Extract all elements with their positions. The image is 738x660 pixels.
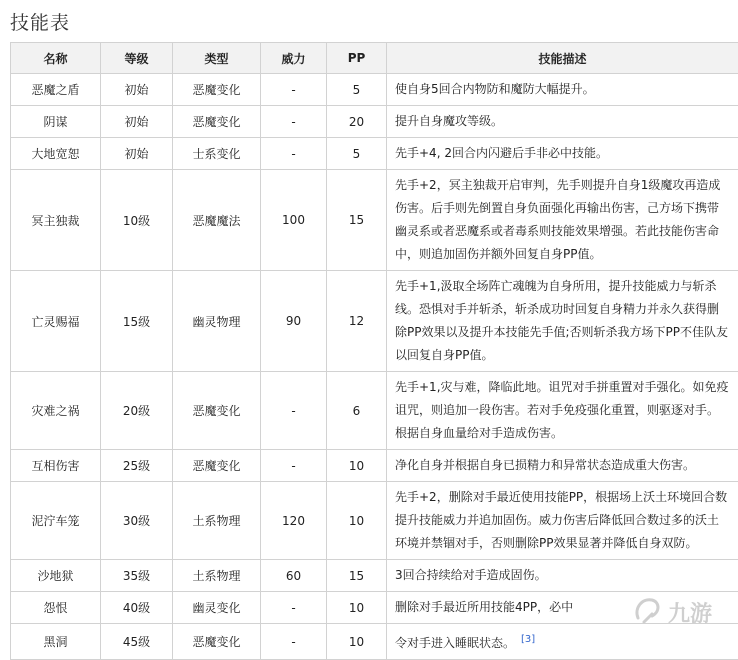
cell-pp: 15 — [327, 170, 387, 271]
cell-type: 恶魔变化 — [173, 624, 261, 660]
cell-type: 幽灵变化 — [173, 592, 261, 624]
watermark-logo-icon — [630, 592, 734, 632]
cell-pp: 12 — [327, 271, 387, 372]
cell-name: 阴谋 — [11, 106, 101, 138]
cell-level: 35级 — [101, 560, 173, 592]
cell-description: 先手+2，删除对手最近使用技能PP，根据场上沃土环境回合数提升技能威力并追加固伤。威力伤害后降低回合数过多的沃土环境并禁锢对手，否则删除PP效果显著并降低自身双防。 — [387, 482, 738, 560]
cell-level: 25级 — [101, 450, 173, 482]
cell-type: 幽灵物理 — [173, 271, 261, 372]
header-power: 威力 — [261, 43, 327, 74]
cell-pp: 5 — [327, 74, 387, 106]
skill-table — [10, 42, 738, 660]
cell-name: 冥主独裁 — [11, 170, 101, 271]
cell-name: 灾难之祸 — [11, 372, 101, 450]
table-header-row — [11, 43, 738, 74]
cell-pp: 6 — [327, 372, 387, 450]
cell-name: 恶魔之盾 — [11, 74, 101, 106]
cell-description: 使自身5回合内物防和魔防大幅提升。 — [387, 74, 738, 106]
cell-power: 120 — [261, 482, 327, 560]
table-row — [11, 450, 738, 482]
cell-power: 90 — [261, 271, 327, 372]
cell-level: 15级 — [101, 271, 173, 372]
cell-power: - — [261, 138, 327, 170]
cell-power: - — [261, 592, 327, 624]
table-row — [11, 560, 738, 592]
cell-pp: 20 — [327, 106, 387, 138]
table-row — [11, 372, 738, 450]
cell-name: 黑洞 — [11, 624, 101, 660]
cell-pp: 10 — [327, 592, 387, 624]
cell-description: 先手+1,灾与难，降临此地。诅咒对手拼重置对手强化。如免疫诅咒，则追加一段伤害。若对手免疫强化重置，则驱逐对手。根据自身血量给对手造成伤害。 — [387, 372, 738, 450]
cell-power: 60 — [261, 560, 327, 592]
cell-pp: 10 — [327, 450, 387, 482]
cell-type: 恶魔变化 — [173, 450, 261, 482]
table-row — [11, 482, 738, 560]
watermark-text: 九游 — [668, 601, 712, 627]
page-title: 技能表 — [10, 8, 70, 35]
cell-type: 士系变化 — [173, 138, 261, 170]
skill-table-container — [10, 42, 738, 660]
cell-level: 45级 — [101, 624, 173, 660]
table-row — [11, 138, 738, 170]
cell-power: - — [261, 624, 327, 660]
header-level: 等级 — [101, 43, 173, 74]
table-row — [11, 271, 738, 372]
table-row — [11, 592, 738, 624]
cell-level: 20级 — [101, 372, 173, 450]
header-pp: PP — [327, 43, 387, 74]
description-text: 令对手进入睡眠状态。 — [395, 636, 515, 650]
cell-type: 土系物理 — [173, 482, 261, 560]
cell-power: - — [261, 74, 327, 106]
cell-level: 初始 — [101, 106, 173, 138]
table-row — [11, 170, 738, 271]
cell-description: 提升自身魔攻等级。 — [387, 106, 738, 138]
header-name: 名称 — [11, 43, 101, 74]
cell-power: - — [261, 450, 327, 482]
cell-power: - — [261, 106, 327, 138]
cell-description: 先手+2，冥主独裁开启审判，先手则提升自身1级魔攻再造成伤害。后手则先倒置自身负面强化再输出伤害，己方场下携带幽灵系或者恶魔系或者毒系则技能效果增强。若此技能伤害命中，则追加固伤并额外回复自身PP值。 — [387, 170, 738, 271]
cell-pp: 10 — [327, 624, 387, 660]
cell-name: 亡灵赐福 — [11, 271, 101, 372]
cell-type: 恶魔变化 — [173, 106, 261, 138]
cell-level: 30级 — [101, 482, 173, 560]
cell-description: 先手+4, 2回合内闪避后手非必中技能。 — [387, 138, 738, 170]
cell-pp: 10 — [327, 482, 387, 560]
cell-level: 初始 — [101, 138, 173, 170]
citation-link[interactable]: [3] — [521, 634, 535, 645]
cell-type: 恶魔魔法 — [173, 170, 261, 271]
header-type: 类型 — [173, 43, 261, 74]
table-row — [11, 74, 738, 106]
cell-description: 先手+1,汲取全场阵亡魂魄为自身所用，提升技能威力与斩杀线。恐惧对手并斩杀，斩杀成功时回复自身精力并永久获得删除PP效果以及提升本技能先手值;否则斩杀我方场下PP不佳队友以回复自身PP值。 — [387, 271, 738, 372]
cell-pp: 15 — [327, 560, 387, 592]
table-row — [11, 106, 738, 138]
cell-type: 恶魔变化 — [173, 74, 261, 106]
cell-type: 恶魔变化 — [173, 372, 261, 450]
cell-description: 3回合持续给对手造成固伤。 — [387, 560, 738, 592]
cell-power: - — [261, 372, 327, 450]
cell-name: 大地宽恕 — [11, 138, 101, 170]
cell-name: 互相伤害 — [11, 450, 101, 482]
header-description: 技能描述 — [387, 43, 738, 74]
cell-description: 删除对手最近所用技能4PP，必中 — [387, 592, 738, 624]
cell-level: 40级 — [101, 592, 173, 624]
cell-level: 10级 — [101, 170, 173, 271]
cell-name: 泥泞车笼 — [11, 482, 101, 560]
cell-pp: 5 — [327, 138, 387, 170]
table-row — [11, 624, 738, 660]
cell-name: 沙地狱 — [11, 560, 101, 592]
cell-description: 净化自身并根据自身已损精力和异常状态造成重大伤害。 — [387, 450, 738, 482]
cell-name: 怨恨 — [11, 592, 101, 624]
cell-power: 100 — [261, 170, 327, 271]
cell-level: 初始 — [101, 74, 173, 106]
cell-type: 土系物理 — [173, 560, 261, 592]
